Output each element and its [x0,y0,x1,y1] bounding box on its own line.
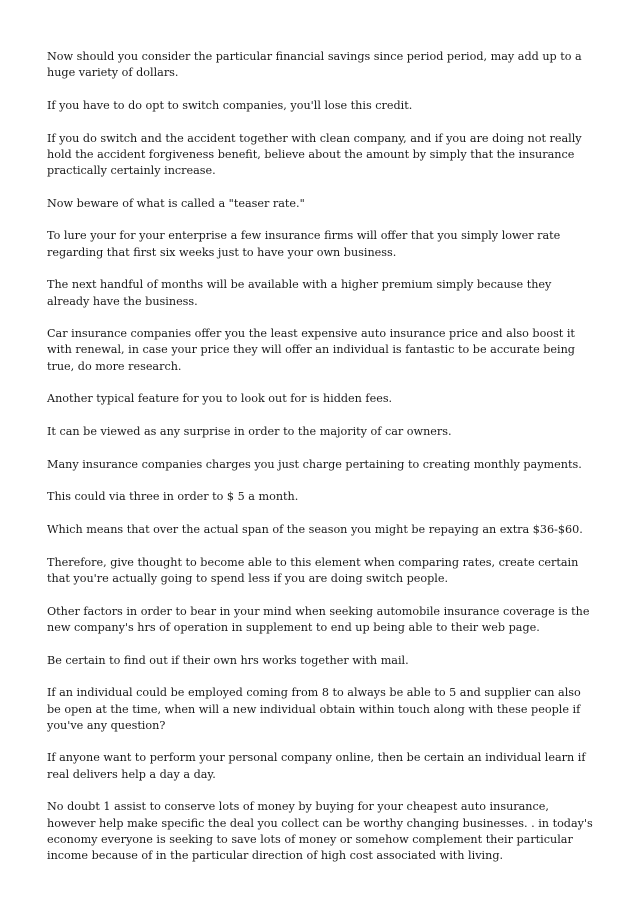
paragraph-11: This could via three in order to $ 5 a month. [47,490,299,504]
paragraph-7: Car insurance companies offer you the least expensive auto insurance price and also boost it with renewal, in case your price they will offer an individual is fantastic to be accurate being true, do more research. [47,327,575,373]
paragraph-12: Which means that over the actual span of the season you might be repaying an extra $36-$60. [47,523,583,537]
paragraph-4: Now beware of what is called a "teaser rate." [47,196,305,210]
document-body [47,49,595,864]
paragraph-5: To lure your for your enterprise a few insurance firms will offer that you simply lower rate regarding that first six weeks just to have your own business. [47,229,561,259]
paragraph-10: Many insurance companies charges you just charge pertaining to creating monthly payments. [47,457,582,471]
paragraph-15: Be certain to find out if their own hrs works together with mail. [47,653,409,667]
paragraph-1: Now should you consider the particular financial savings since period period, may add up to a huge variety of dollars. [47,50,582,80]
paragraph-14: Other factors in order to bear in your mind when seeking automobile insurance coverage is the new company's hrs of operation in supplement to end up being able to their web page. [47,604,590,634]
paragraph-3: If you do switch and the accident together with clean company, and if you are doing not really hold the accident forgiveness benefit, believe about the amount by simply that the insurance practically certainly increase. [47,131,582,178]
paragraph-9: It can be viewed as any surprise in order to the majority of car owners. [47,425,452,439]
paragraph-16: If an individual could be employed coming from 8 to always be able to 5 and supplier can also be open at the time, when will a new individual obtain within touch along with these people if you've any question? [47,686,581,732]
paragraph-13: Therefore, give thought to become able to this element when comparing rates, create certain that you're actually going to spend less if you are doing switch people. [47,555,579,586]
paragraph-18: No doubt 1 assist to conserve lots of money by buying for your cheapest auto insurance, however help make specific the deal you collect can be worthy changing businesses. . in today's economy everyone is seeking to save lots of money or somehow complement their particular income because of in the particular direction of high cost associated with living. [47,800,593,862]
paragraph-17: If anyone want to perform your personal company online, then be certain an individual learn if real delivers help a day a day. [47,751,586,781]
paragraph-2: If you have to do opt to switch companies, you'll lose this credit. [47,98,413,112]
paragraph-8: Another typical feature for you to look out for is hidden fees. [47,392,393,406]
paragraph-6: The next handful of months will be available with a higher premium simply because they already have the business. [47,278,552,308]
